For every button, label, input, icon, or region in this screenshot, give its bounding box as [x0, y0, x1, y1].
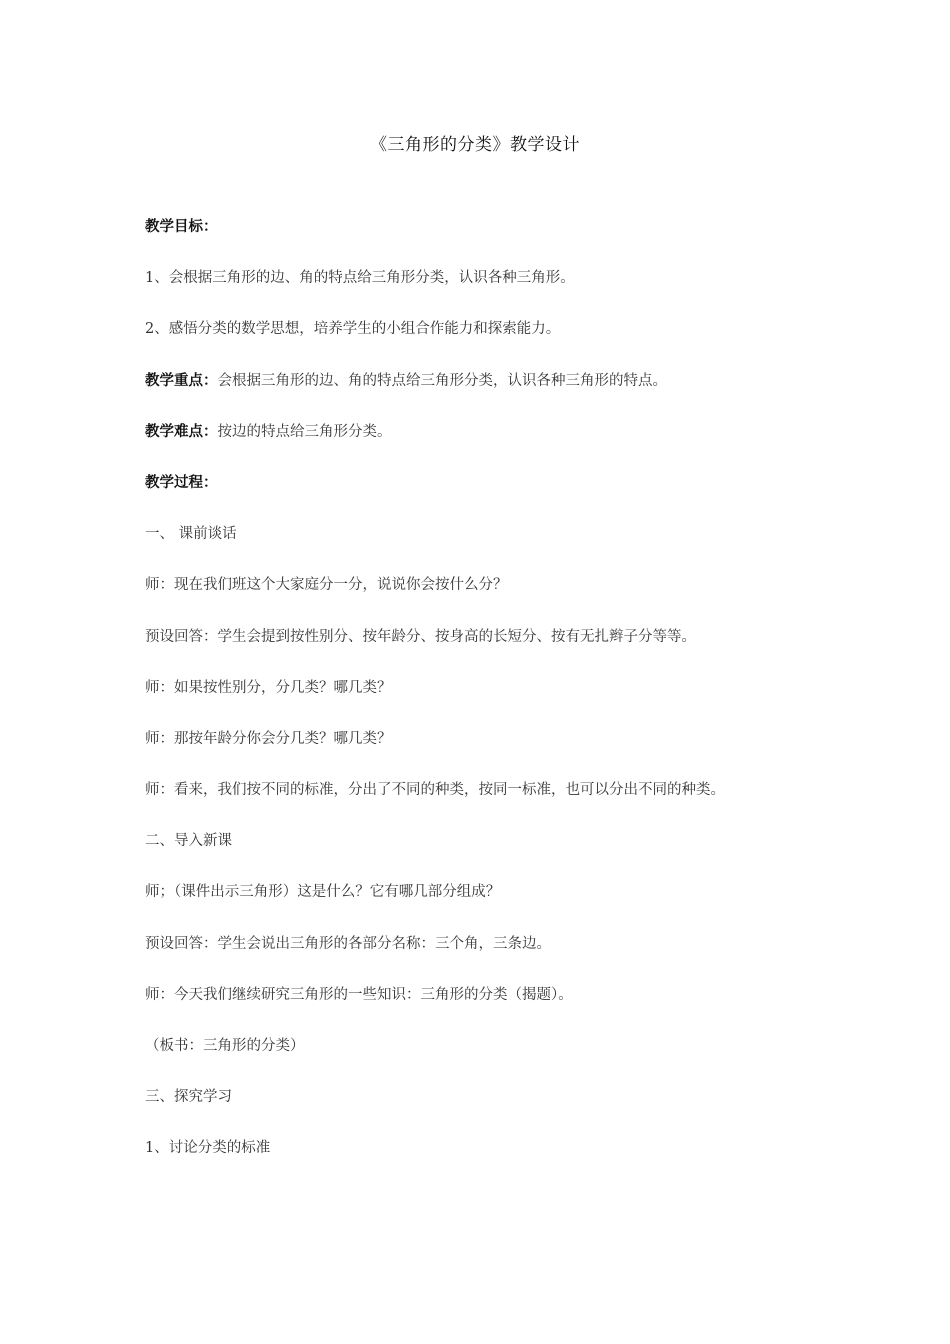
- key-point-paragraph: [145, 370, 845, 421]
- difficulty-label: 教学难点：: [145, 422, 218, 440]
- dialogue-line: 预设回答：学生会说出三角形的各部分名称：三个角，三条边。: [145, 935, 551, 952]
- dialogue-line: 师：今天我们继续研究三角形的一些知识：三角形的分类（揭题）。: [145, 986, 573, 1003]
- section-heading: 二、导入新课: [145, 833, 232, 850]
- dialogue-line: 师；（课件出示三角形）这是什么？它有哪几部分组成？: [145, 884, 501, 901]
- key-point-text: 会根据三角形的边、角的特点给三角形分类，认识各种三角形的特点。: [217, 372, 667, 389]
- goal-item: 2、感悟分类的数学思想，培养学生的小组合作能力和探索能力。: [145, 321, 561, 338]
- document-body: [145, 216, 845, 1189]
- document-title: 《三角形的分类》教学设计: [370, 135, 580, 155]
- dialogue-line: 师：看来，我们按不同的标准，分出了不同的种类，按同一标准，也可以分出不同的种类。: [145, 782, 725, 799]
- dialogue-line: 师：现在我们班这个大家庭分一分，说说你会按什么分？: [145, 577, 508, 594]
- difficulty-text: 按边的特点给三角形分类。: [217, 423, 392, 440]
- board-note: （板书：三角形的分类）: [145, 1038, 305, 1054]
- process-heading: 教学过程：: [145, 473, 218, 491]
- section-heading: 一、 课前谈话: [145, 526, 237, 543]
- dialogue-line: 预设回答：学生会提到按性别分、按年龄分、按身高的长短分、按有无扎辫子分等等。: [145, 628, 696, 645]
- section-heading: 三、探究学习: [145, 1089, 232, 1106]
- subsection-heading: 1、讨论分类的标准: [145, 1140, 271, 1157]
- goal-item: 1、会根据三角形的边、角的特点给三角形分类，认识各种三角形。: [145, 270, 575, 287]
- dialogue-line: 师：那按年龄分你会分几类？哪几类？: [145, 730, 392, 747]
- dialogue-line: 师：如果按性别分，分几类？哪几类？: [145, 679, 392, 696]
- goals-heading: 教学目标：: [145, 218, 218, 235]
- difficulty-paragraph: [145, 421, 845, 472]
- key-point-label: 教学重点：: [145, 371, 218, 389]
